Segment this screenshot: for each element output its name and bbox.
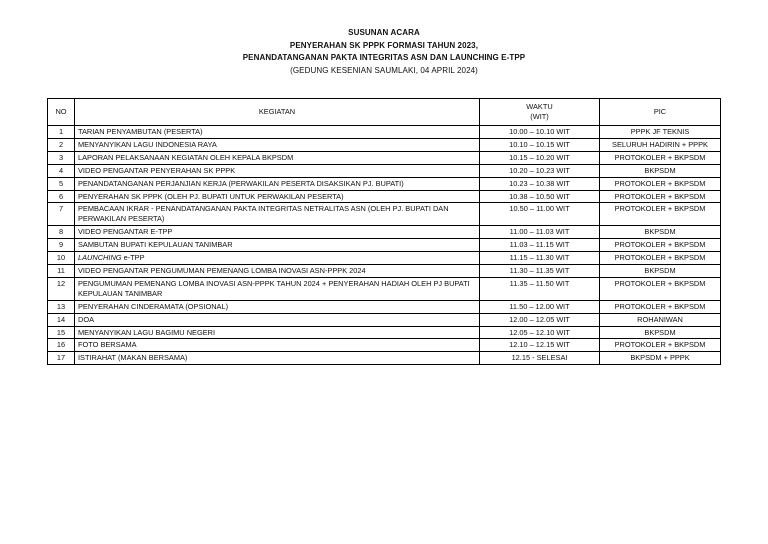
row-activity: FOTO BERSAMA	[75, 339, 480, 352]
row-number: 4	[48, 164, 75, 177]
row-activity: ISTIRAHAT (MAKAN BERSAMA)	[75, 352, 480, 365]
row-activity: PENANDATANGANAN PERJANJIAN KERJA (PERWAKILAN PESERTA DISAKSIKAN PJ. BUPATI)	[75, 177, 480, 190]
row-activity: VIDEO PENGANTAR PENGUMUMAN PEMENANG LOMBA INOVASI ASN-PPPK 2024	[75, 264, 480, 277]
header-kegiatan: KEGIATAN	[75, 99, 480, 126]
row-number: 8	[48, 226, 75, 239]
row-pic: BKPSDM	[600, 164, 721, 177]
table-row	[48, 151, 721, 164]
table-row	[48, 190, 721, 203]
row-number: 13	[48, 300, 75, 313]
row-time: 11.50 – 12.00 WIT	[480, 300, 600, 313]
row-pic: BKPSDM	[600, 326, 721, 339]
row-time: 11.35 – 11.50 WIT	[480, 277, 600, 300]
header-waktu-label: WAKTU	[526, 102, 553, 112]
row-activity: PENGUMUMAN PEMENANG LOMBA INOVASI ASN-PPPK TAHUN 2024 + PENYERAHAN HADIAH OLEH PJ BUPATI KEPULAUAN TANIMBAR	[75, 277, 480, 300]
header-no: NO	[48, 99, 75, 126]
table-row	[48, 177, 721, 190]
row-pic: PROTOKOLER + BKPSDM	[600, 339, 721, 352]
row-time: 10.00 – 10.10 WIT	[480, 126, 600, 139]
row-pic: PROTOKOLER + BKPSDM	[600, 300, 721, 313]
row-time: 11.30 – 11.35 WIT	[480, 264, 600, 277]
row-time: 11.15 – 11.30 WIT	[480, 252, 600, 265]
row-pic: ROHANIWAN	[600, 313, 721, 326]
table-header-row	[48, 99, 721, 126]
row-pic: PROTOKOLER + BKPSDM	[600, 252, 721, 265]
row-pic: BKPSDM	[600, 226, 721, 239]
row-pic: BKPSDM + PPPK	[600, 352, 721, 365]
row-activity: VIDEO PENGANTAR E-TPP	[75, 226, 480, 239]
table-row	[48, 252, 721, 265]
row-activity: LAPORAN PELAKSANAAN KEGIATAN OLEH KEPALA BKPSDM	[75, 151, 480, 164]
row-pic: PROTOKOLER + BKPSDM	[600, 177, 721, 190]
row-activity: PEMBACAAN IKRAR - PENANDATANGANAN PAKTA INTEGRITAS NETRALITAS ASN (OLEH PJ. BUPATI DAN PERWAKILAN PESERTA)	[75, 203, 480, 226]
row-time: 10.50 – 11.00 WIT	[480, 203, 600, 226]
document-venue-date: (GEDUNG KESENIAN SAUMLAKI, 04 APRIL 2024)	[290, 65, 478, 75]
row-time: 11.00 – 11.03 WIT	[480, 226, 600, 239]
row-time: 10.20 – 10.23 WIT	[480, 164, 600, 177]
row-pic: PROTOKOLER + BKPSDM	[600, 151, 721, 164]
row-number: 6	[48, 190, 75, 203]
row-activity: SAMBUTAN BUPATI KEPULAUAN TANIMBAR	[75, 239, 480, 252]
document-header	[0, 27, 768, 77]
agenda-table-body	[48, 126, 721, 365]
table-row	[48, 239, 721, 252]
row-number: 15	[48, 326, 75, 339]
header-waktu-unit: (WIT)	[530, 112, 549, 121]
table-row	[48, 277, 721, 300]
table-row	[48, 313, 721, 326]
row-pic: PROTOKOLER + BKPSDM	[600, 203, 721, 226]
row-activity: DOA	[75, 313, 480, 326]
row-number: 5	[48, 177, 75, 190]
row-time: 12.05 – 12.10 WIT	[480, 326, 600, 339]
row-activity: PENYERAHAN CINDERAMATA (OPSIONAL)	[75, 300, 480, 313]
table-row	[48, 203, 721, 226]
table-row	[48, 352, 721, 365]
row-number: 10	[48, 252, 75, 265]
table-row	[48, 326, 721, 339]
row-number: 2	[48, 138, 75, 151]
row-activity-italic: LAUNCHING	[78, 253, 122, 263]
row-pic: BKPSDM	[600, 264, 721, 277]
row-number: 14	[48, 313, 75, 326]
row-time: 10.23 – 10.38 WIT	[480, 177, 600, 190]
table-row	[48, 126, 721, 139]
row-activity: MENYANYIKAN LAGU BAGIMU NEGERI	[75, 326, 480, 339]
row-pic: PROTOKOLER + BKPSDM	[600, 277, 721, 300]
row-pic: PPPK JF TEKNIS	[600, 126, 721, 139]
row-time: 10.10 – 10.15 WIT	[480, 138, 600, 151]
row-activity: PENYERAHAN SK PPPK (OLEH PJ. BUPATI UNTUK PERWAKILAN PESERTA)	[75, 190, 480, 203]
row-number: 7	[48, 203, 75, 226]
row-time: 12.15 - SELESAI	[480, 352, 600, 365]
table-row	[48, 226, 721, 239]
row-time: 10.38 – 10.50 WIT	[480, 190, 600, 203]
row-number: 12	[48, 277, 75, 300]
header-waktu	[480, 99, 600, 126]
row-number: 11	[48, 264, 75, 277]
row-time: 12.00 – 12.05 WIT	[480, 313, 600, 326]
row-time: 12.10 – 12.15 WIT	[480, 339, 600, 352]
row-number: 9	[48, 239, 75, 252]
table-row	[48, 264, 721, 277]
table-row	[48, 300, 721, 313]
row-number: 3	[48, 151, 75, 164]
row-number: 16	[48, 339, 75, 352]
table-row	[48, 339, 721, 352]
document-subtitle-line-1: PENYERAHAN SK PPPK FORMASI TAHUN 2023,	[289, 40, 479, 50]
header-pic: PIC	[600, 99, 721, 126]
row-activity: VIDEO PENGANTAR PENYERAHAN SK PPPK	[75, 164, 480, 177]
row-pic: PROTOKOLER + BKPSDM	[600, 190, 721, 203]
table-row	[48, 164, 721, 177]
row-number: 17	[48, 352, 75, 365]
row-time: 10.15 – 10.20 WIT	[480, 151, 600, 164]
document-title: SUSUNAN ACARA	[348, 28, 420, 37]
agenda-table	[47, 98, 721, 365]
row-number: 1	[48, 126, 75, 139]
row-pic: SELURUH HADIRIN + PPPK	[600, 138, 721, 151]
row-activity-rest: e-TPP	[121, 253, 145, 263]
row-activity: TARIAN PENYAMBUTAN (PESERTA)	[75, 126, 480, 139]
table-row	[48, 138, 721, 151]
document-subtitle-line-2: PENANDATANGANAN PAKTA INTEGRITAS ASN DAN LAUNCHING E-TPP	[242, 53, 526, 62]
row-pic: PROTOKOLER + BKPSDM	[600, 239, 721, 252]
row-activity: MENYANYIKAN LAGU INDONESIA RAYA	[75, 138, 480, 151]
row-time: 11.03 – 11.15 WIT	[480, 239, 600, 252]
row-activity	[75, 252, 480, 265]
